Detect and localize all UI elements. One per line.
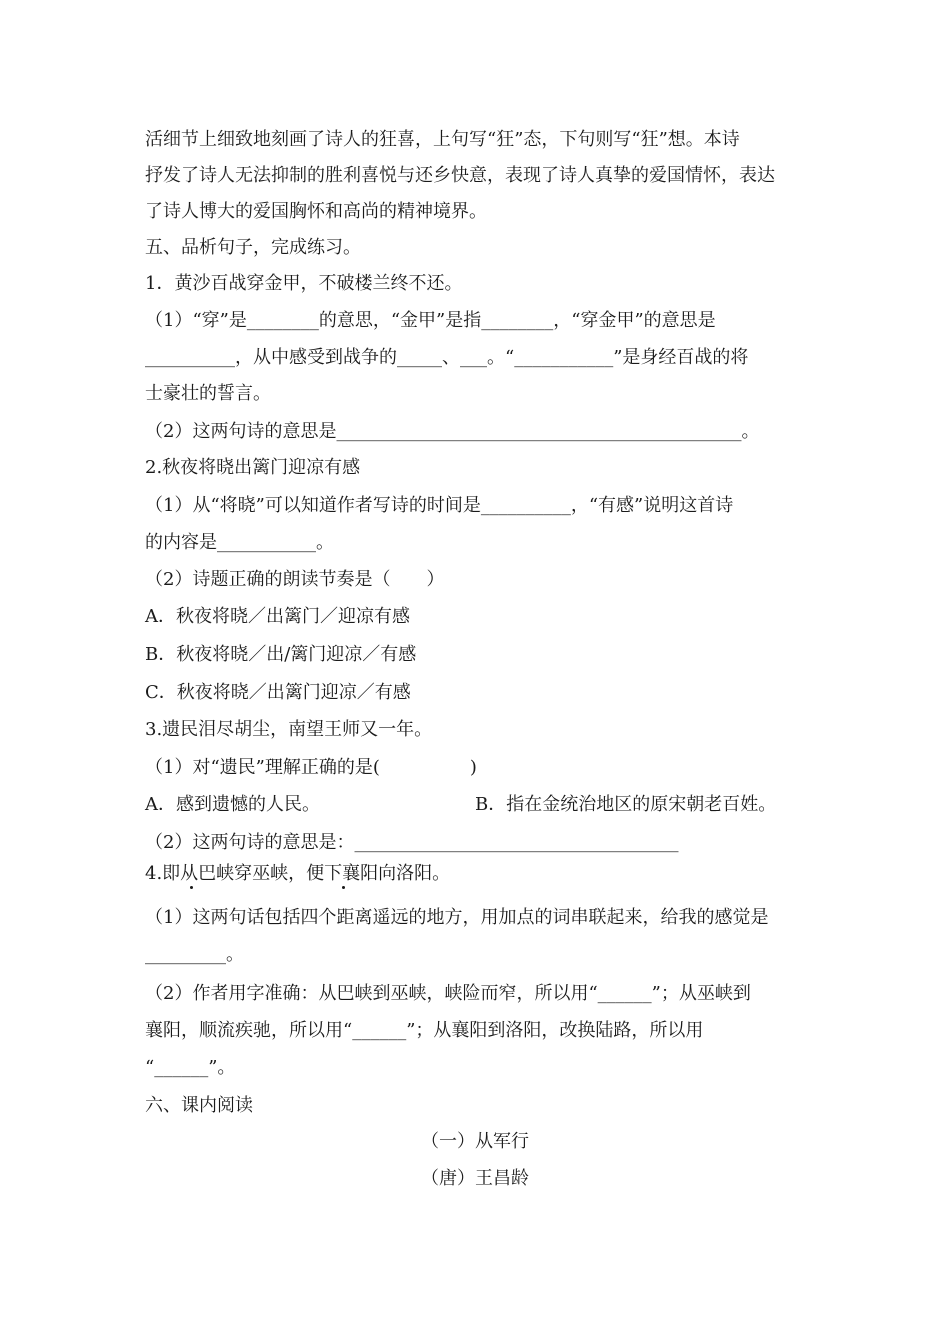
- section-6-heading: 六、课内阅读: [145, 1095, 253, 1116]
- question-4-2-line-3: “______”。: [145, 1057, 236, 1078]
- text-line-1: 活细节上细致地刻画了诗人的狂喜，上句写“狂”态，下句则写“狂”想。本诗: [145, 129, 740, 150]
- emphasis-dot: [342, 886, 345, 889]
- emphasis-dot: [190, 886, 193, 889]
- option-c: C．秋夜将晓／出篱门迎凉／有感: [145, 682, 411, 703]
- text-line-2: 抒发了诗人无法抑制的胜利喜悦与还乡快意，表现了诗人真挚的爱国情怀，表达: [145, 165, 775, 186]
- poem-author: （唐）王昌龄: [421, 1168, 529, 1189]
- question-3-1: （1）对“遗民”理解正确的是( ): [145, 757, 477, 778]
- question-4-2-line-1: （2）作者用字准确：从巴峡到巫峡，峡险而窄，所以用“______”；从巫峡到: [145, 983, 751, 1004]
- question-2-1-line-2: 的内容是___________。: [145, 532, 334, 553]
- question-1-1-line-3: 士豪壮的誓言。: [145, 383, 271, 404]
- poem-title: （一）从军行: [421, 1131, 529, 1152]
- question-4-1-line-2: _________。: [145, 944, 244, 965]
- question-4-2-line-2: 襄阳，顺流疾驰，所以用“______”；从襄阳到洛阳，改换陆路，所以用: [145, 1020, 704, 1041]
- option-a: A．秋夜将晓／出篱门／迎凉有感: [145, 606, 410, 627]
- question-2-2: （2）诗题正确的朗读节奏是（ ）: [145, 569, 445, 590]
- option-b: B．秋夜将晓／出/篱门迎凉／有感: [145, 644, 417, 665]
- question-1-1-line-1: （1）“穿”是________的意思，“金甲”是指________，“穿金甲”的意思是: [145, 310, 716, 331]
- question-1-sentence: 1．黄沙百战穿金甲，不破楼兰终不还。: [145, 273, 463, 294]
- question-3-sentence: 3.遗民泪尽胡尘，南望王师又一年。: [145, 719, 433, 740]
- text-line-3: 了诗人博大的爱国胸怀和高尚的精神境界。: [145, 201, 487, 222]
- question-3-2: （2）这两句诗的意思是：____________________________________: [145, 832, 679, 853]
- question-4-sentence: 4.即从巴峡穿巫峡，便下襄阳向洛阳。: [145, 863, 451, 884]
- question-4-1-line-1: （1）这两句话包括四个距离遥远的地方，用加点的词串联起来，给我的感觉是: [145, 907, 769, 928]
- question-2-1-line-1: （1）从“将晓”可以知道作者写诗的时间是__________，“有感”说明这首诗: [145, 495, 734, 516]
- question-1-1-line-2: __________，从中感受到战争的_____、___。“___________”是身经百战的将: [145, 347, 749, 368]
- question-3-option-b: B．指在金统治地区的原宋朝老百姓。: [475, 794, 777, 815]
- question-1-2: （2）这两句诗的意思是_____________________________________________。: [145, 421, 760, 442]
- question-3-option-a: A．感到遗憾的人民。: [145, 794, 320, 815]
- section-5-heading: 五、品析句子，完成练习。: [145, 237, 361, 258]
- question-2-title: 2.秋夜将晓出篱门迎凉有感: [145, 457, 361, 478]
